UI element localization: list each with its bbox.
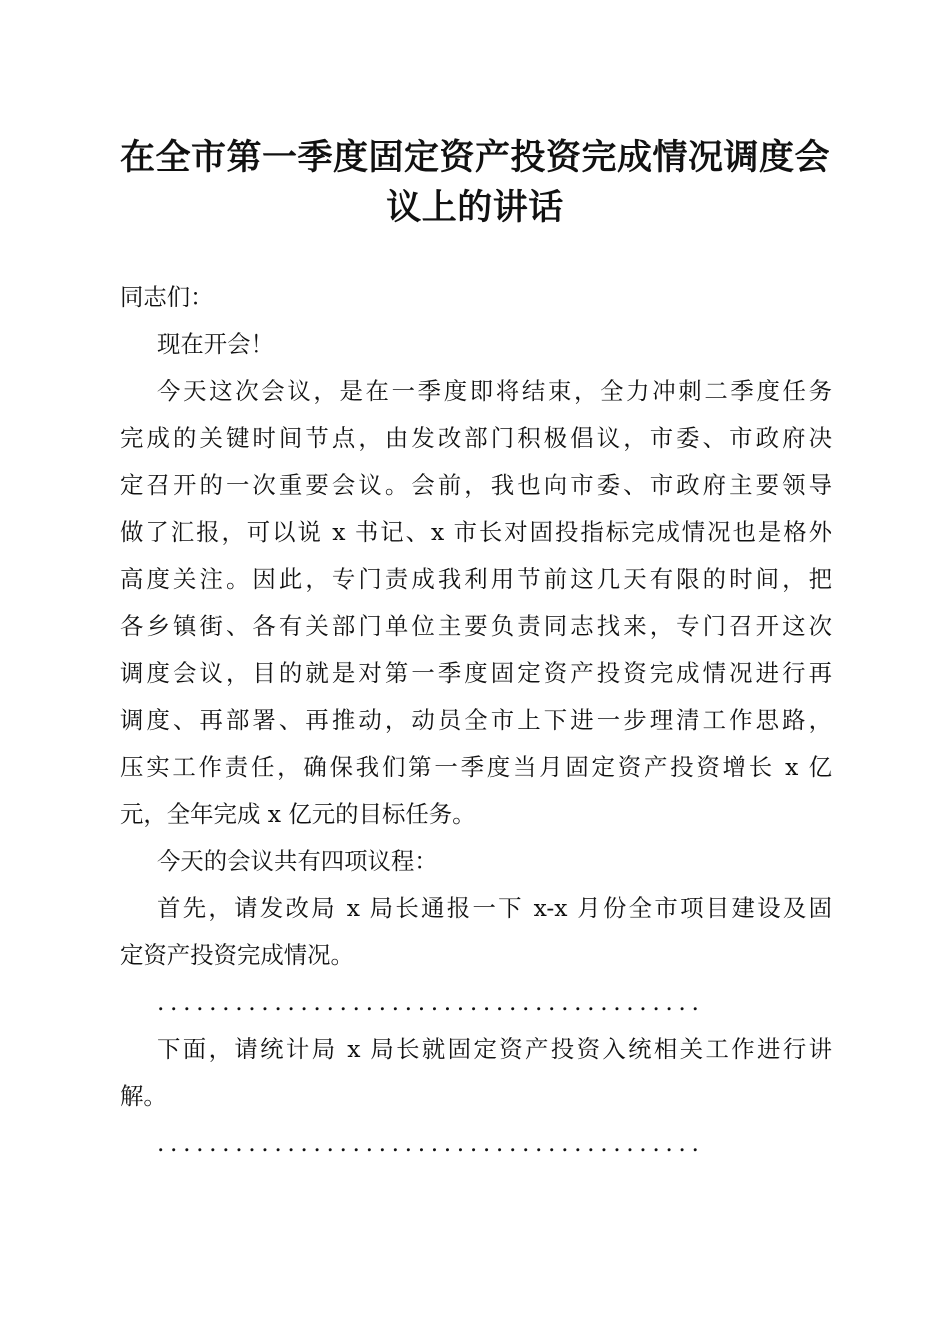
title-line-2: 议上的讲话 <box>386 187 564 228</box>
title-line-1: 在全市第一季度固定资产投资完成情况调度会 <box>119 137 830 178</box>
opening-line: 现在开会！ <box>157 330 274 358</box>
speech-title <box>118 133 832 233</box>
paragraph-line: 压实工作责任，确保我们第一季度当月固定资产投资增长 x 亿 <box>120 753 832 781</box>
paragraph-line: 各乡镇街、各有关部门单位主要负责同志找来，专门召开这次 <box>120 612 832 640</box>
ellipsis-separator: .......................................... <box>157 988 705 1016</box>
paragraph-line: 解。 <box>120 1082 167 1110</box>
paragraph-line: 定召开的一次重要会议。会前，我也向市委、市政府主要领导 <box>120 471 832 499</box>
paragraph-line: 调度、再部署、再推动，动员全市上下进一步理清工作思路， <box>120 706 832 734</box>
paragraph-line: 下面，请统计局 x 局长就固定资产投资入统相关工作进行讲 <box>157 1035 832 1063</box>
agenda-item-2 <box>120 1026 832 1120</box>
ellipsis-separator: .......................................... <box>157 1129 705 1157</box>
paragraph-line: 高度关注。因此，专门责成我利用节前这几天有限的时间，把 <box>120 565 832 593</box>
paragraph-line: 元，全年完成 x 亿元的目标任务。 <box>120 800 476 828</box>
paragraph-line: 完成的关键时间节点，由发改部门积极倡议，市委、市政府决 <box>120 424 832 452</box>
paragraph-line: 今天这次会议，是在一季度即将结束，全力冲刺二季度任务 <box>157 377 832 405</box>
paragraph-line: 调度会议，目的就是对第一季度固定资产投资完成情况进行再 <box>120 659 832 687</box>
paragraph-context <box>120 368 832 838</box>
paragraph-line: 首先，请发改局 x 局长通报一下 x-x 月份全市项目建设及固 <box>157 894 832 922</box>
paragraph-line: 定资产投资完成情况。 <box>120 941 354 969</box>
agenda-intro: 今天的会议共有四项议程： <box>157 847 438 875</box>
salutation: 同志们： <box>120 283 214 311</box>
agenda-item-1 <box>120 885 832 979</box>
paragraph-line: 做了汇报，可以说 x 书记、x 市长对固投指标完成情况也是格外 <box>120 518 832 546</box>
speech-body <box>120 274 832 1167</box>
